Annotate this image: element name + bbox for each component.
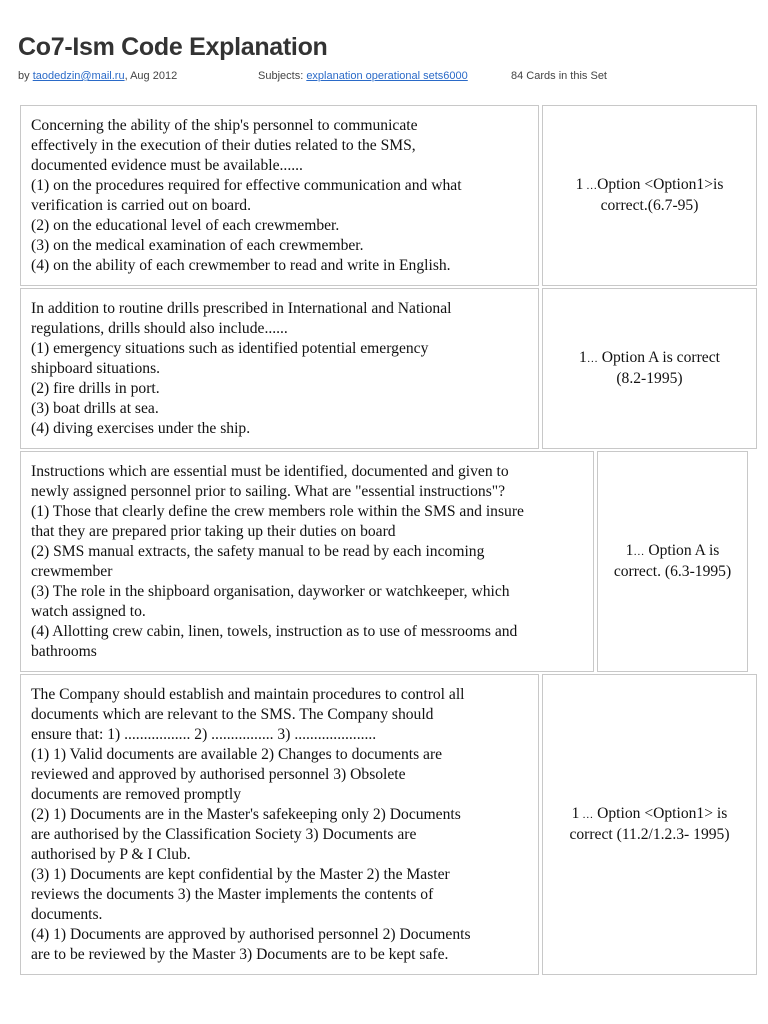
card-answer [542,674,757,975]
card-answer [542,105,757,286]
answer-line [614,541,731,562]
question-line: (3) boat drills at sea. [31,400,159,417]
question-line: (3) The role in the shipboard organisation, dayworker or watchkeeper, which [31,583,510,600]
card-question [20,674,539,975]
flashcard [20,451,748,672]
question-line: (2) SMS manual extracts, the safety manual to be read by each incoming [31,543,485,560]
question-line: reviewed and approved by authorised personnel 3) Obsolete [31,766,406,783]
question-line: that they are prepared prior taking up their duties on board [31,523,396,540]
question-line: effectively in the execution of their duties related to the SMS, [31,137,416,154]
question-line: newly assigned personnel prior to sailing. What are "essential instructions"? [31,483,506,500]
question-line: watch assigned to. [31,603,146,620]
answer-line [576,175,724,196]
answer-line: correct. (6.3-1995) [613,563,732,580]
question-line: documented evidence must be available...... [31,157,303,174]
question-line: ensure that: 1) ................. 2) ................ 3) ..................... [31,726,377,743]
answer-line: (8.2-1995) [616,370,683,387]
card-answer [542,288,757,449]
question-line: Concerning the ability of the ship's personnel to communicate [31,117,418,134]
card-answer [597,451,748,672]
question-line: regulations, drills should also include...... [31,320,288,337]
question-line: authorised by P & I Club. [31,846,191,863]
card-question [20,105,539,286]
answer-line: correct.(6.7-95) [600,197,699,214]
answer-line [569,804,729,825]
ellipsis: … [583,180,598,192]
page-title: Co7-Ism Code Explanation [18,33,328,61]
answer-text: Option <Option1>is [597,176,724,193]
subjects [258,70,468,82]
question-line: (3) 1) Documents are kept confidential by the Master 2) the Master [31,866,450,883]
date-text: , Aug 2012 [124,70,178,82]
question-line: (1) 1) Valid documents are available 2) Changes to documents are [31,746,443,763]
question-line: The Company should establish and maintain procedures to control all [31,686,465,703]
question-line: (2) 1) Documents are in the Master's safekeeping only 2) Documents [31,806,461,823]
question-line: crewmember [31,563,113,580]
answer-line: correct (11.2/1.2.3- 1995) [569,826,730,843]
question-line: bathrooms [31,643,97,660]
answer-line [579,348,720,369]
question-line: verification is carried out on board. [31,197,251,214]
question-line: (2) fire drills in port. [31,380,160,397]
answer-number: 1 [625,542,634,559]
question-line: documents. [31,906,103,923]
ellipsis: … [633,546,645,558]
subjects-label: Subjects: [258,70,307,82]
ellipsis: … [579,809,594,821]
question-line: are authorised by the Classification Society 3) Documents are [31,826,417,843]
question-line: (4) Allotting crew cabin, linen, towels, instruction as to use of messrooms and [31,623,518,640]
answer-number: 1 [575,176,584,193]
question-line: (1) on the procedures required for effective communication and what [31,177,462,194]
question-line: (4) diving exercises under the ship. [31,420,251,437]
flashcard [20,674,757,975]
card-question [20,451,594,672]
card-question [20,288,539,449]
answer-number: 1 [579,349,587,366]
question-line: In addition to routine drills prescribed in International and National [31,300,452,317]
set-meta [18,70,758,86]
question-line: (4) 1) Documents are approved by authorised personnel 2) Documents [31,926,471,943]
question-line: (1) Those that clearly define the crew members role within the SMS and insure [31,503,524,520]
flashcard [20,105,757,286]
subjects-link[interactable]: explanation operational sets6000 [306,70,468,82]
by-prefix: by [18,70,33,82]
answer-text: Option <Option1> is [593,805,728,822]
question-line: are to be reviewed by the Master 3) Documents are to be kept safe. [31,946,449,963]
answer-text: Option A is correct [597,349,720,366]
question-line: (3) on the medical examination of each crewmember. [31,237,364,254]
question-line: documents are removed promptly [31,786,242,803]
answer-number: 1 [571,805,580,822]
byline [18,70,177,82]
cards-count: 84 Cards in this Set [511,70,607,82]
question-line: (4) on the ability of each crewmember to read and write in English. [31,257,451,274]
question-line: documents which are relevant to the SMS. The Company should [31,706,434,723]
ellipsis: … [586,353,598,365]
question-line: (2) on the educational level of each crewmember. [31,217,340,234]
question-line: (1) emergency situations such as identified potential emergency [31,340,429,357]
question-line: shipboard situations. [31,360,161,377]
flashcard [20,288,757,449]
question-line: reviews the documents 3) the Master implements the contents of [31,886,434,903]
author-link[interactable]: taodedzin@mail.ru [32,70,125,82]
answer-text: Option A is [644,542,720,559]
question-line: Instructions which are essential must be identified, documented and given to [31,463,509,480]
